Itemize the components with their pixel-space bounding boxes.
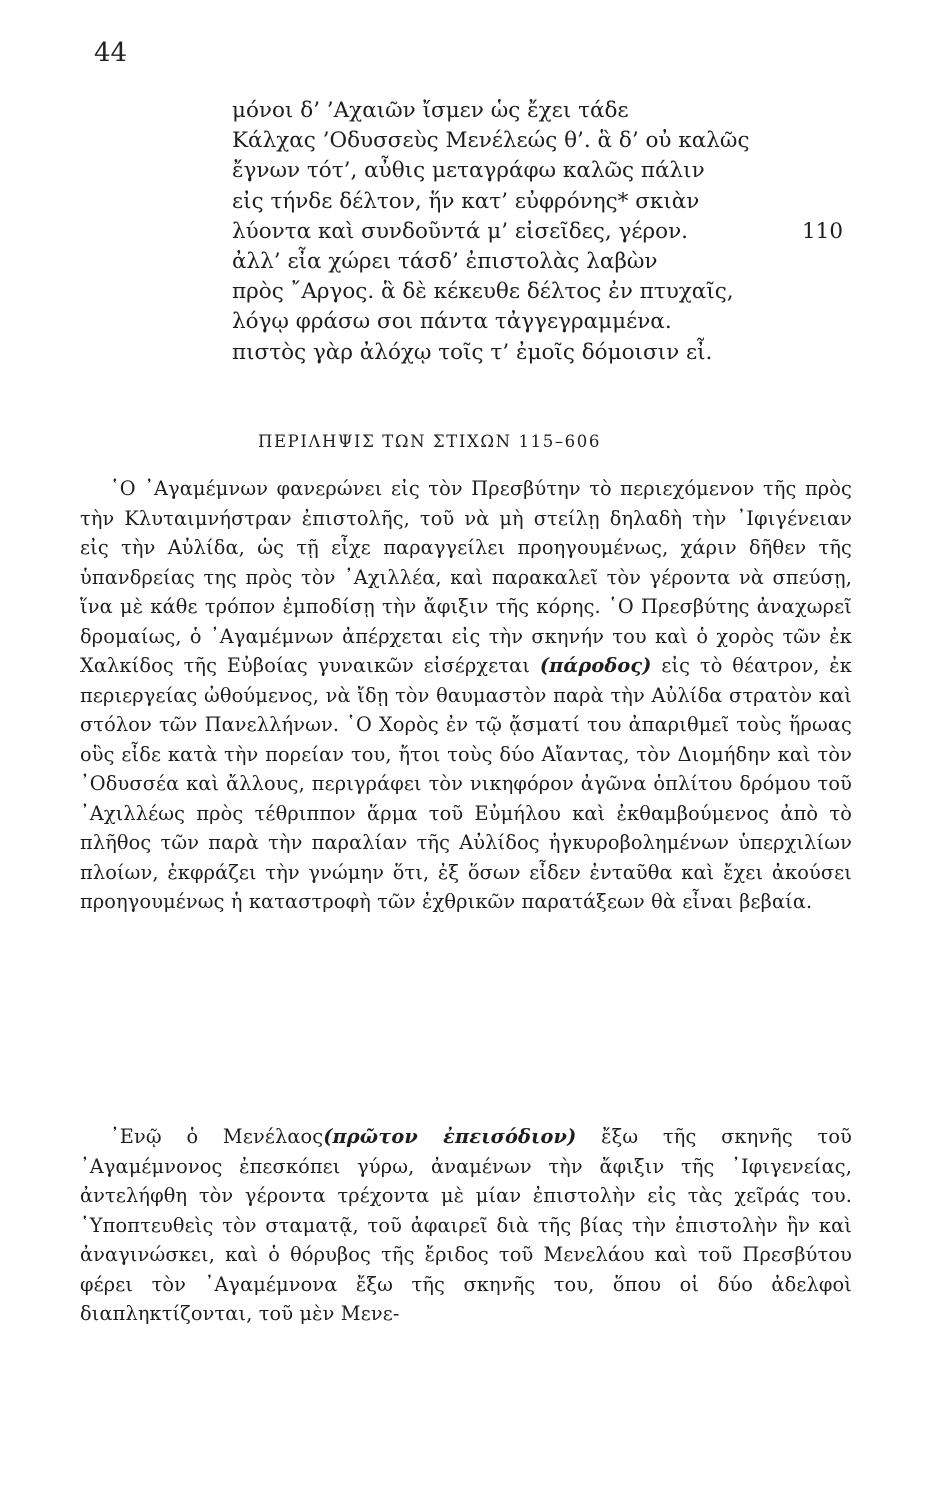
verse-line <box>232 156 872 186</box>
summary-paragraph-1 <box>80 474 852 917</box>
term-first-episode: (πρῶτον ἐπεισόδιον) <box>323 1125 577 1148</box>
verse-line <box>232 277 872 307</box>
verse-text: μόνοι δ’ ’Αχαιῶν ἴσμεν ὡς ἔχει τάδε <box>232 98 629 123</box>
verse-text: εἰς τήνδε δέλτον, ἥν κατ’ εὐφρόνης* σκιὰν <box>232 188 700 214</box>
verse-line <box>232 187 872 217</box>
paragraph-text: ῾Ο ᾿Αγαμέμνων φανερώνει εἰς τὸν Πρεσβύτην τὸ περιεχόμενον τῆς πρὸς τὴν Κλυταιμνήστραν ἐπιστολῆς, τοῦ νὰ μὴ στείλῃ δηλαδὴ τὴν ᾿Ιφιγένειαν εἰς τὴν Αὐλίδα, ὡς τῇ εἶχε παραγγείλει προηγουμένως, χάριν δῆθεν τῆς ὑπανδρείας της πρὸς τὸν ᾿Αχιλλέα, καὶ παρακαλεῖ τὸν γέροντα νὰ σπεύσῃ, ἵνα μὲ κάθε τρόπον ἐμποδίσῃ τὴν ἄφιξιν τῆς κόρης. ῾Ο Πρεσβύτης ἀναχωρεῖ δρομαίως, ὁ ᾿Αγαμέμνων ἀπέρχεται εἰς τὴν σκηνήν του καὶ ὁ χορὸς τῶν ἐκ Χαλκίδος τῆς Εὐβοίας γυναικῶν εἰσέρχεται <box>80 477 852 677</box>
verse-text: πιστὸς γὰρ ἀλόχῳ τοῖς τ’ ἐμοῖς δόμοισιν εἶ. <box>232 339 713 365</box>
page-number: 44 <box>94 38 128 68</box>
verse-line <box>232 338 872 368</box>
verse-text: ἔγνων τότ’, αὖθις μεταγράφω καλῶς πάλιν <box>232 158 705 184</box>
paragraph-text: ἔξω τῆς σκηνῆς τοῦ ᾿Αγαμέμνονος ἐπεσκόπει γύρω, ἀναμένων τὴν ἄφιξιν τῆς ᾿Ιφιγενείας, ἀντελήφθη τὸν γέροντα τρέχοντα μὲ μίαν ἐπιστολὴν εἰς τὰς χεῖράς του. ῾Υποπτευθεὶς τὸν σταματᾷ, τοῦ ἀφαιρεῖ διὰ τῆς βίας τὴν ἐπιστολὴν ἣν καὶ ἀναγινώσκει, καὶ ὁ θόρυβος τῆς ἔριδος τοῦ Μενελάου καὶ τοῦ Πρεσβύτου φέρει τὸν ᾿Αγαμέμνονα ἔξω τῆς σκηνῆς του, ὅπου οἱ δύο ἀδελφοὶ διαπληκτίζονται, τοῦ μὲν Μενε- <box>80 1125 852 1325</box>
term-parodos: (πάροδος) <box>539 654 652 677</box>
verse-block <box>232 96 872 368</box>
line-number: 110 <box>802 218 844 244</box>
verse-line <box>232 217 872 247</box>
verse-line <box>232 307 872 337</box>
paragraph <box>80 1122 852 1329</box>
verse-text: λόγῳ φράσω σοι πάντα τἀγγεγραμμένα. <box>232 309 672 335</box>
paragraph <box>80 474 852 917</box>
verse-text: πρὸς ῎Αργος. ἃ δὲ κέκευθε δέλτος ἐν πτυχαῖς, <box>232 279 734 305</box>
verse-text: λύοντα καὶ συνδοῦντά μ’ εἰσεῖδες, γέρον. <box>232 218 688 244</box>
summary-paragraph-2 <box>80 1122 852 1329</box>
paragraph-text: ᾿Ενῷ ὁ Μενέλαος <box>110 1125 324 1148</box>
verse-line <box>232 96 872 126</box>
verse-line <box>232 247 872 277</box>
verse-text: ἀλλ’ εἶα χώρει τάσδ’ ἐπιστολὰς λαβὼν <box>232 248 658 274</box>
verse-text: Κάλχας ’Οδυσσεὺς Μενέλεώς θ’. ἃ δ’ οὐ καλῶς <box>232 128 750 154</box>
summary-heading: ΠΕΡΙΛΗΨΙΣ ΤΩΝ ΣΤΙΧΩΝ 115–606 <box>258 432 601 451</box>
verse-line <box>232 126 872 156</box>
paragraph-text: εἰς τὸ θέατρον, ἐκ περιεργείας ὠθούμενος, νὰ ἴδῃ τὸν θαυμαστὸν παρὰ τὴν Αὐλίδα στρατὸν καὶ στόλον τῶν Πανελλήνων. ῾Ο Χορὸς ἐν τῷ ᾄσματί του ἀπαριθμεῖ τοὺς ἥρωας οὓς εἶδε κατὰ τὴν πορείαν του, ἤτοι τοὺς δύο Αἴαντας, τὸν Διομήδην καὶ τὸν ᾿Οδυσσέα καὶ ἄλλους, περιγράφει τὸν νικηφόρον ἀγῶνα ὁπλίτου δρόμου τοῦ ᾿Αχιλλέως πρὸς τέθριππον ἅρμα τοῦ Εὐμήλου καὶ ἐκθαμβούμενος ἀπὸ τὸ πλῆθος τῶν παρὰ τὴν παραλίαν τῆς Αὐλίδος ἠγκυροβολημένων ὑπερχιλίων πλοίων, ἐκφράζει τὴν γνώμην ὅτι, ἐξ ὅσων εἶδεν ἐνταῦθα καὶ ἔχει ἀκούσει προηγουμένως ἡ καταστροφὴ τῶν ἐχθρικῶν παρατάξεων θὰ εἶναι βεβαία. <box>80 654 852 913</box>
